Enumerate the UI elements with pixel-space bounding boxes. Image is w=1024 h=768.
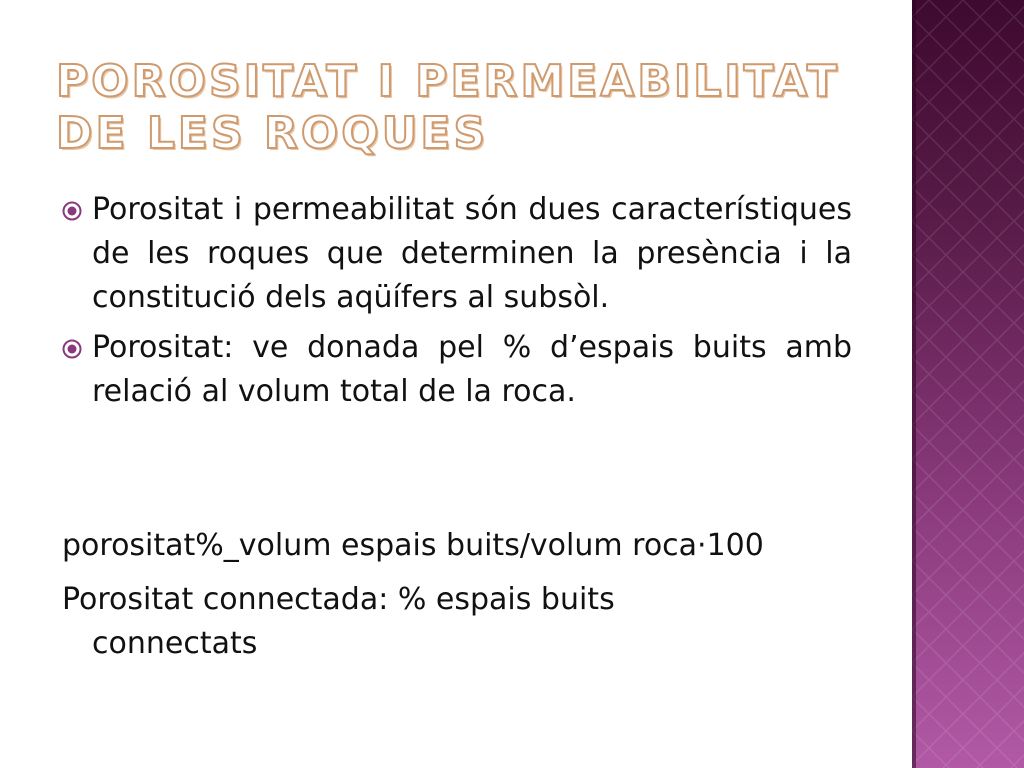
connected-porosity-line-2: connectats bbox=[92, 626, 258, 661]
radio-bullet-icon bbox=[62, 339, 82, 359]
bullet-text: Porositat i permeabilitat són dues característiques de les roques que determinen la presència i la constitució dels aqüífers al subsòl. bbox=[92, 192, 852, 315]
bullet-item bbox=[62, 188, 852, 320]
connected-porosity-text bbox=[62, 578, 852, 666]
side-band-edge bbox=[912, 0, 916, 768]
bullet-text: Porositat: ve donada pel % d’espais buits amb relació al volum total de la roca. bbox=[92, 330, 852, 409]
slide-title: POROSITAT I PERMEABILITAT DE LES ROQUES bbox=[56, 56, 840, 159]
decorative-side-band bbox=[912, 0, 1024, 768]
porosity-formula: porositat%_volum espais buits/volum roca·100 bbox=[62, 528, 764, 563]
connected-porosity-line-1: Porositat connectada: % espais buits bbox=[62, 582, 615, 617]
bullet-list bbox=[62, 188, 852, 420]
radio-bullet-icon bbox=[62, 201, 82, 221]
diamond-pattern bbox=[912, 0, 1024, 768]
bullet-item bbox=[62, 326, 852, 414]
